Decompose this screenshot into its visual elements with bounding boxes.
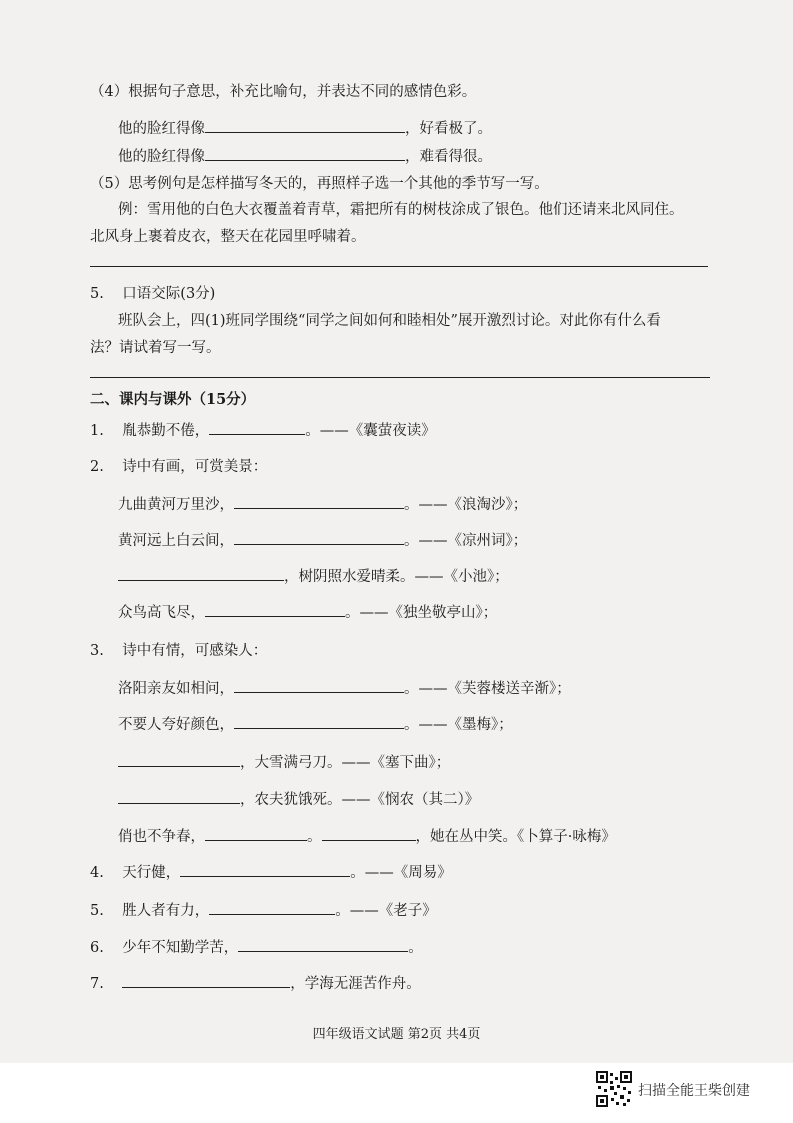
item-suffix: 。——《老子》 [335,903,437,919]
q4-title: （4）根据句子意思，补充比喻句，并表达不同的感情色彩。 [90,84,477,100]
answer-blank[interactable] [118,566,284,581]
s2-item-2b [118,530,527,551]
item-number: 5. [90,903,104,919]
s2-item-3 [90,641,267,661]
s2-item-3e [118,826,616,847]
item-prefix: 少年不知勤学苦， [122,940,239,956]
oral-answer-line[interactable] [90,377,710,378]
s2-item-2a [118,494,527,515]
item-prefix: 胜人者有力， [122,903,210,919]
s2-item-3a [118,678,571,699]
s2-item-3d [118,789,479,810]
item-text: 诗中有情，可感染人： [122,643,268,659]
s2-item-1 [90,420,436,441]
s2-item-2 [90,457,267,477]
page-footer: 四年级语文试题 第2页 共4页 [312,1027,481,1042]
item-suffix: 。——《周易》 [350,865,452,881]
q4-line2-suffix: ，难看得很。 [405,149,492,165]
item-prefix: 洛阳亲友如相问， [118,681,234,697]
item-suffix: ，大雪满弓刀。——《塞下曲》； [240,755,451,771]
item-suffix: 。——《浪淘沙》； [404,497,528,513]
oral-text-line2: 法？请试着写一写。 [90,340,221,356]
item-prefix: 胤恭勤不倦， [122,423,210,439]
item-suffix: 。——《芙蓉楼送辛渐》； [404,681,571,697]
item-suffix: ，树阴照水爱晴柔。——《小池》； [284,569,509,585]
answer-blank[interactable] [118,789,240,804]
oral-heading [90,284,215,304]
item-suffix: ，她在丛中笑。《卜算子·咏梅》 [415,829,616,845]
item-prefix: 不要人夸好颜色， [118,717,234,733]
oral-title: 口语交际(3分) [122,286,216,302]
item-text: 诗中有画，可赏美景： [122,459,268,475]
s2-item-4 [90,862,452,883]
s2-item-2d [118,602,497,623]
item-number: 1. [90,423,104,439]
oral-text-line1: 班队会上，四(1)班同学围绕“同学之间如何和睦相处”展开激烈讨论。对此你有什么看 [118,313,661,329]
answer-blank[interactable] [209,900,335,915]
answer-blank[interactable] [205,602,345,617]
q5-title: （5）思考例句是怎样描写冬天的，再照样子选一个其他的季节写一写。 [90,176,549,192]
q5-example-line2: 北风身上裹着皮衣，整天在花园里呼啸着。 [90,229,366,245]
q4-line2-prefix: 他的脸红得像 [118,149,205,165]
answer-blank[interactable] [122,973,290,988]
section2-heading: 二、课内与课外（15分） [90,391,256,408]
oral-number: 5. [90,286,104,302]
q4-line1-prefix: 他的脸红得像 [118,121,205,137]
item-prefix: 众鸟高飞尽， [118,605,205,621]
answer-blank[interactable] [205,118,405,133]
item-suffix: 。——《独坐敬亭山》； [345,605,498,621]
item-suffix: 。 [408,940,423,956]
answer-blank[interactable] [180,862,350,877]
answer-blank[interactable] [322,826,416,841]
answer-blank[interactable] [234,494,404,509]
qr-code-icon [596,1071,632,1107]
answer-blank[interactable] [234,530,404,545]
answer-blank[interactable] [234,714,404,729]
s2-item-5 [90,900,437,921]
answer-blank[interactable] [234,678,404,693]
item-suffix: 。——《凉州词》； [404,533,528,549]
answer-blank[interactable] [205,146,405,161]
item-suffix: ，学海无涯苦作舟。 [290,976,421,992]
item-suffix: ，农夫犹饿死。——《悯农（其二）》 [240,792,480,808]
answer-blank[interactable] [205,826,307,841]
item-prefix: 九曲黄河万里沙， [118,497,234,513]
item-suffix: 。——《墨梅》； [404,717,513,733]
item-number: 6. [90,940,104,956]
s2-item-7 [90,973,421,994]
q4-line1 [118,118,492,139]
item-number: 3. [90,643,104,659]
answer-blank[interactable] [209,420,305,435]
item-number: 7. [90,976,104,992]
q5-answer-line[interactable] [90,266,708,267]
s2-item-3b [118,714,513,735]
q4-line2 [118,146,492,167]
answer-blank[interactable] [118,752,240,767]
item-suffix: 。——《囊萤夜读》 [305,423,436,439]
item-number: 4. [90,865,104,881]
s2-item-3c [118,752,450,773]
s2-item-6 [90,937,423,958]
s2-item-2c [118,566,509,587]
answer-blank[interactable] [238,937,408,952]
item-mid: 。 [307,829,322,845]
q4-line1-suffix: ，好看极了。 [405,121,492,137]
scanner-watermark: 扫描全能王柴创建 [638,1083,750,1099]
item-prefix: 黄河远上白云间， [118,533,234,549]
item-number: 2. [90,459,104,475]
item-prefix: 俏也不争春， [118,829,205,845]
item-prefix: 天行健， [122,865,181,881]
q5-example-line1: 例：雪用他的白色大衣覆盖着青草，霜把所有的树枝涂成了银色。他们还请来北风同住。 [118,202,684,218]
